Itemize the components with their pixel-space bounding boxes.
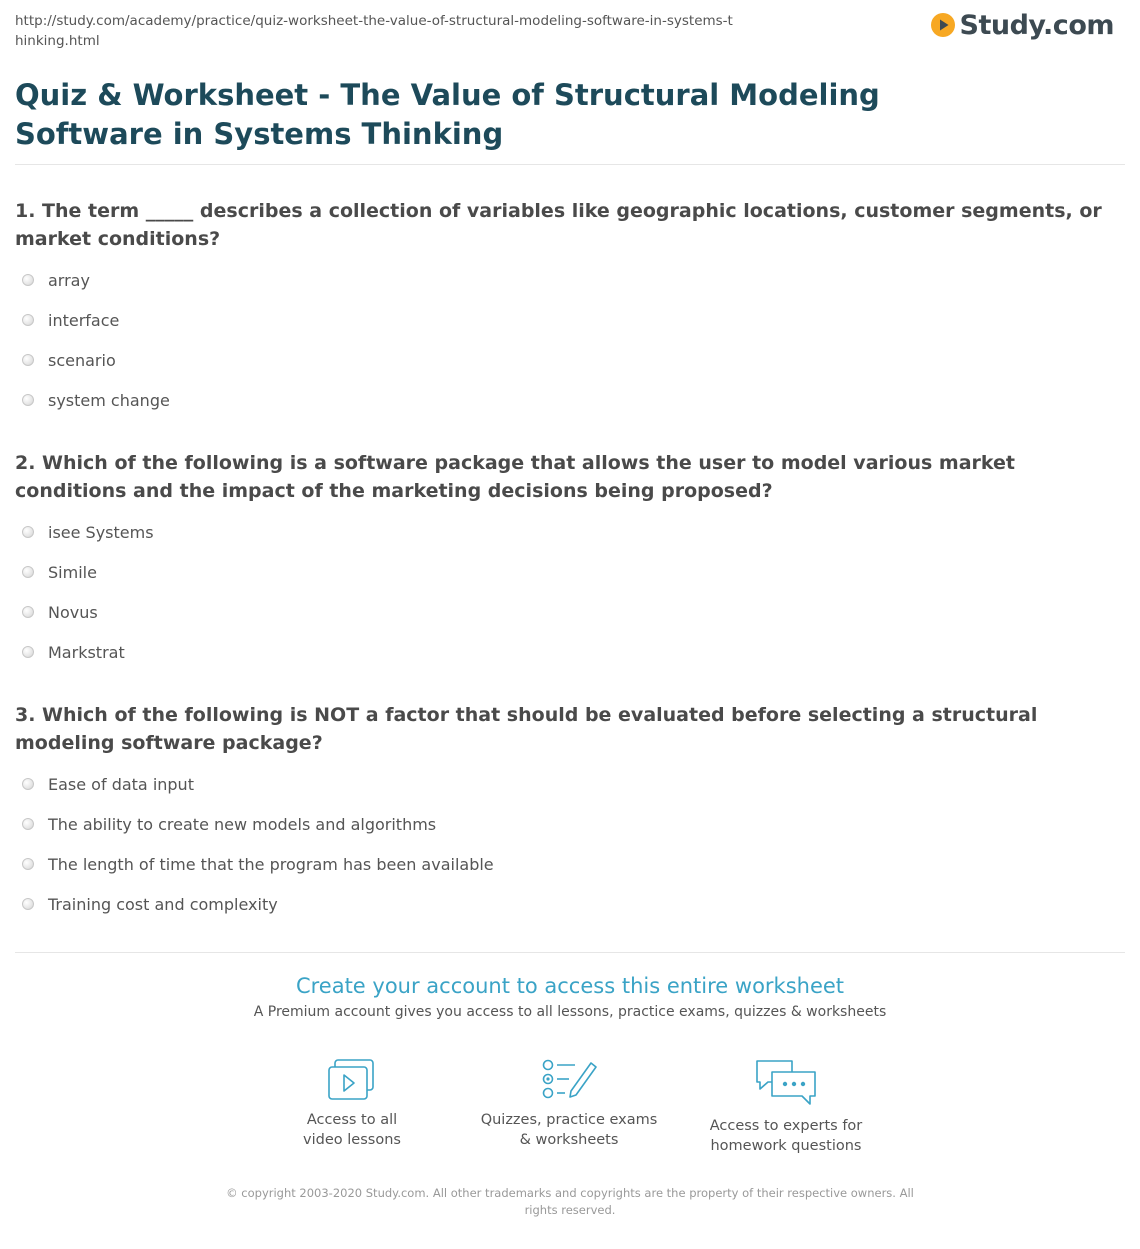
divider [15, 164, 1125, 165]
divider [15, 952, 1125, 953]
radio-button[interactable] [22, 818, 34, 830]
question-3-options [22, 764, 494, 924]
answer-option[interactable] [22, 804, 494, 844]
study-logo[interactable] [930, 9, 1114, 41]
quiz-checklist-icon [541, 1058, 597, 1102]
question-2-options [22, 512, 154, 672]
feature-label: Quizzes, practice exams & worksheets [480, 1112, 658, 1148]
option-label: scenario [48, 350, 116, 370]
radio-button[interactable] [22, 566, 34, 578]
radio-button[interactable] [22, 606, 34, 618]
option-label: isee Systems [48, 522, 154, 542]
answer-option[interactable] [22, 552, 154, 592]
logo-text: Study.com [959, 9, 1114, 41]
radio-button[interactable] [22, 778, 34, 790]
option-label: The length of time that the program has been available [48, 854, 494, 874]
feature-label: Access to all video lessons [303, 1112, 401, 1148]
question-3-text: 3. Which of the following is NOT a factor that should be evaluated before selecting a structural modeling software package? [15, 704, 1038, 754]
answer-option[interactable] [22, 340, 170, 380]
copyright-text: © copyright 2003-2020 Study.com. All other trademarks and copyrights are the property of their respective owners. All rights reserved. [226, 1186, 914, 1217]
feature-quizzes [474, 1058, 664, 1150]
radio-button[interactable] [22, 354, 34, 366]
video-lessons-icon [326, 1058, 378, 1102]
premium-description: A Premium account gives you access to all lessons, practice exams, quizzes & worksheets [253, 1004, 887, 1020]
question-1-options [22, 260, 170, 420]
radio-button[interactable] [22, 526, 34, 538]
feature-experts [691, 1058, 881, 1156]
page-title: Quiz & Worksheet - The Value of Structural Modeling Software in Systems Thinking [15, 78, 880, 151]
option-label: Training cost and complexity [48, 894, 278, 914]
radio-button[interactable] [22, 646, 34, 658]
create-account-link[interactable]: Create your account to access this entire worksheet [295, 974, 845, 998]
answer-option[interactable] [22, 592, 154, 632]
feature-video-lessons [257, 1058, 447, 1150]
answer-option[interactable] [22, 884, 494, 924]
radio-button[interactable] [22, 274, 34, 286]
answer-option[interactable] [22, 632, 154, 672]
radio-button[interactable] [22, 898, 34, 910]
option-label: Novus [48, 602, 98, 622]
question-1-text: 1. The term _____ describes a collection of variables like geographic locations, customer segments, or market conditions? [15, 200, 1102, 250]
option-label: system change [48, 390, 170, 410]
option-label: Ease of data input [48, 774, 194, 794]
answer-option[interactable] [22, 844, 494, 884]
answer-option[interactable] [22, 512, 154, 552]
answer-option[interactable] [22, 764, 494, 804]
option-label: interface [48, 310, 120, 330]
chat-bubbles-icon [754, 1058, 818, 1108]
option-label: Simile [48, 562, 97, 582]
question-2-text: 2. Which of the following is a software package that allows the user to model various market conditions and the impact of the marketing decisions being proposed? [15, 452, 1015, 502]
radio-button[interactable] [22, 394, 34, 406]
radio-button[interactable] [22, 858, 34, 870]
answer-option[interactable] [22, 300, 170, 340]
page-url: http://study.com/academy/practice/quiz-worksheet-the-value-of-structural-modeling-software-in-systems-thinking.html [15, 13, 733, 49]
feature-label: Access to experts for homework questions [709, 1118, 863, 1154]
option-label: array [48, 270, 90, 290]
answer-option[interactable] [22, 260, 170, 300]
option-label: The ability to create new models and algorithms [48, 814, 437, 834]
option-label: Markstrat [48, 642, 125, 662]
answer-option[interactable] [22, 380, 170, 420]
play-circle-icon [930, 12, 956, 38]
radio-button[interactable] [22, 314, 34, 326]
